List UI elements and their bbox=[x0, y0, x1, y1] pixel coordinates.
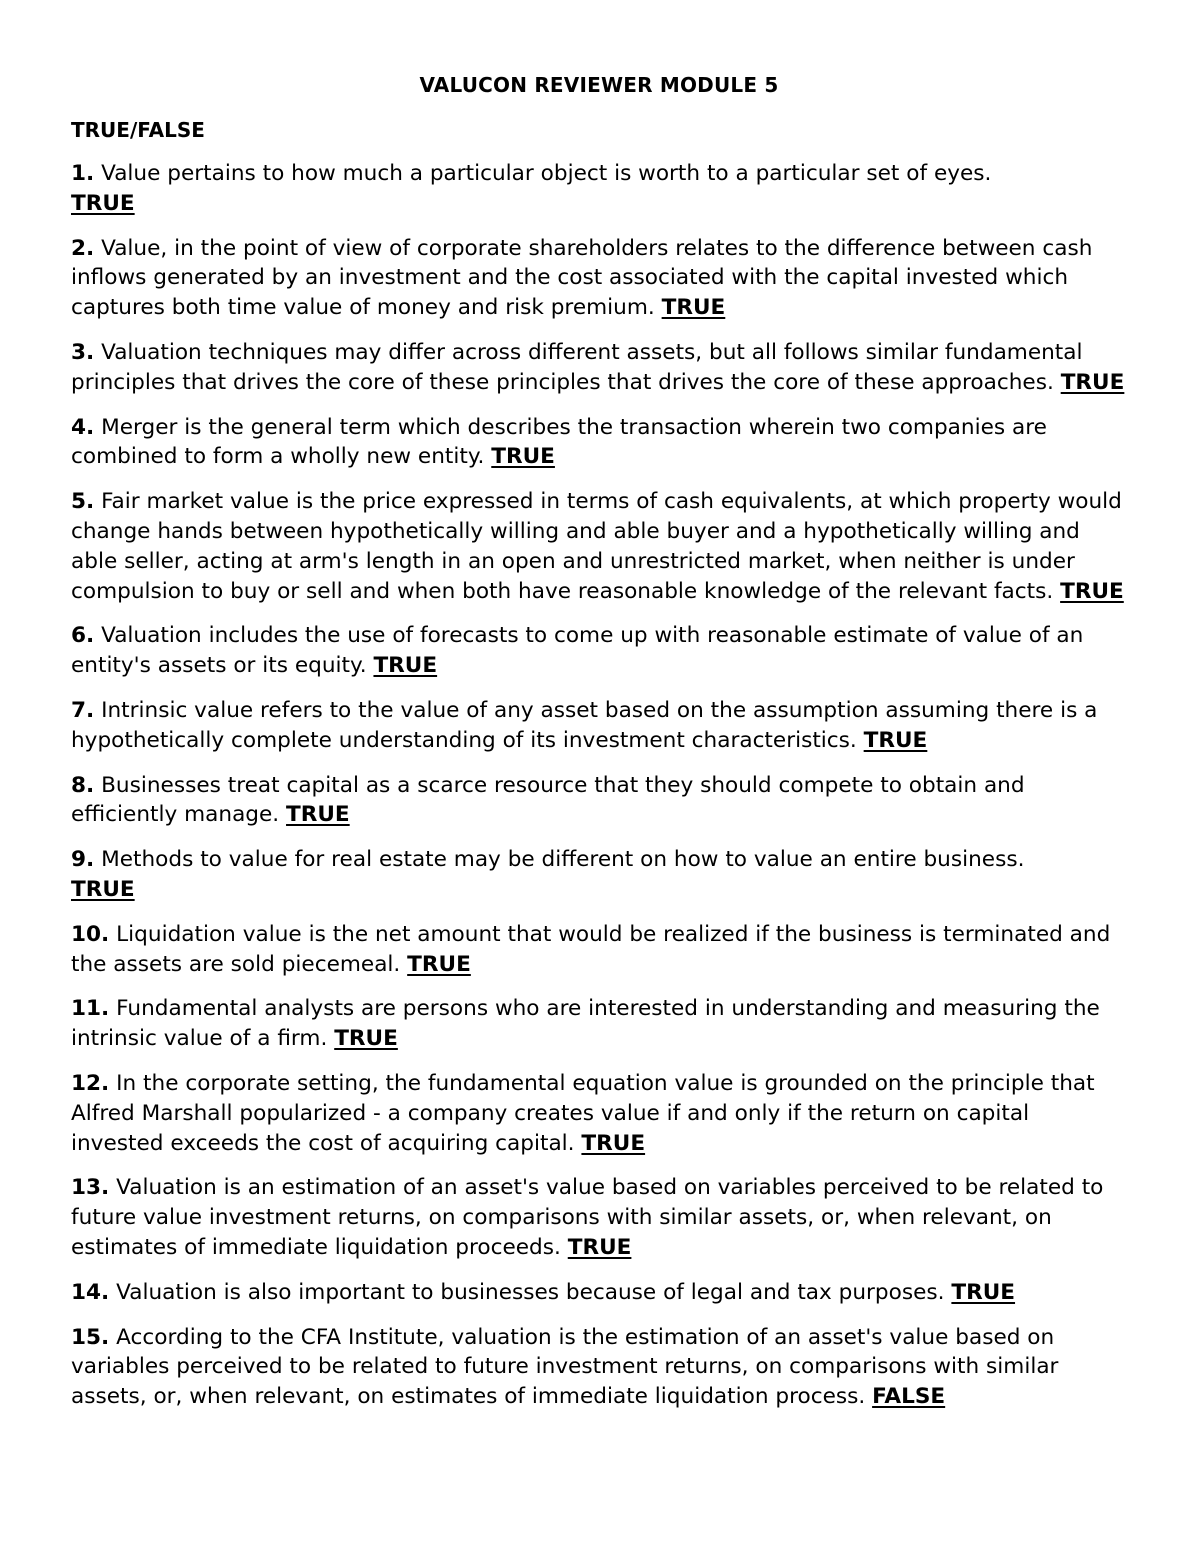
question-list bbox=[71, 159, 1127, 1412]
question-number: 6. bbox=[71, 623, 95, 649]
question-number: 2. bbox=[71, 235, 95, 261]
question-answer: TRUE bbox=[71, 876, 135, 902]
question-item bbox=[71, 1323, 1127, 1412]
question-answer: TRUE bbox=[581, 1130, 646, 1156]
question-number: 4. bbox=[71, 414, 95, 440]
question-text: Fair market value is the price expressed in terms of cash equivalents, at which property would change hands between hypothetically willing and able buyer and a hypothetically willing and able seller, acting at arm's length in an open and unrestricted market, when neither is under compulsion to buy or sell and when both have reasonable knowledge of the relevant facts. bbox=[71, 489, 1122, 604]
question-text: Businesses treat capital as a scarce resource that they should compete to obtain and efficiently manage. bbox=[71, 772, 1025, 828]
section-heading: TRUE/FALSE bbox=[71, 118, 205, 142]
question-text: Liquidation value is the net amount that would be realized if the business is terminated and the assets are sold piecemeal. bbox=[71, 921, 1111, 977]
question-text: Value pertains to how much a particular object is worth to a particular set of eyes. bbox=[101, 161, 992, 186]
question-number: 11. bbox=[71, 996, 110, 1022]
question-text: Merger is the general term which describes the transaction wherein two companies are combined to form a wholly new entity. bbox=[71, 414, 1047, 470]
question-answer: TRUE bbox=[863, 727, 928, 753]
question-text: Value, in the point of view of corporate shareholders relates to the difference between cash inflows generated by an investment and the cost associated with the capital invested which captures both time value of money and risk premium. bbox=[71, 235, 1093, 321]
question-item bbox=[71, 621, 1127, 681]
question-item bbox=[71, 771, 1127, 831]
question-number: 8. bbox=[71, 772, 95, 798]
question-number: 3. bbox=[71, 339, 95, 365]
question-item bbox=[71, 1173, 1127, 1262]
question-text: Valuation is an estimation of an asset's value based on variables perceived to be related to future value investment returns, on comparisons with similar assets, or, when relevant, on estimates of immediate liquidation proceeds. bbox=[71, 1175, 1104, 1260]
question-text: Valuation is also important to businesses because of legal and tax purposes. bbox=[116, 1279, 945, 1305]
question-item bbox=[71, 920, 1127, 980]
question-item bbox=[71, 487, 1127, 606]
question-text: Intrinsic value refers to the value of any asset based on the assumption assuming there is a hypothetically complete understanding of its investment characteristics. bbox=[71, 697, 1098, 753]
question-text: Methods to value for real estate may be different on how to value an entire business. bbox=[101, 847, 1025, 873]
question-answer: TRUE bbox=[286, 802, 350, 828]
question-item bbox=[71, 338, 1127, 398]
question-item bbox=[71, 696, 1127, 756]
question-number: 9. bbox=[71, 847, 95, 873]
question-answer: TRUE bbox=[71, 190, 135, 216]
question-text: Fundamental analysts are persons who are interested in understanding and measuring the intrinsic value of a firm. bbox=[71, 996, 1100, 1052]
question-item bbox=[71, 413, 1127, 473]
question-answer: FALSE bbox=[872, 1384, 946, 1410]
document-page bbox=[71, 70, 1127, 1427]
question-number: 5. bbox=[71, 489, 95, 515]
document-title: VALUCON REVIEWER MODULE 5 bbox=[419, 73, 779, 97]
question-item bbox=[71, 845, 1127, 905]
question-number: 13. bbox=[71, 1175, 110, 1201]
question-number: 14. bbox=[71, 1279, 110, 1305]
question-number: 7. bbox=[71, 697, 95, 723]
question-answer: TRUE bbox=[373, 653, 438, 679]
question-answer: TRUE bbox=[1060, 369, 1125, 395]
question-number: 12. bbox=[71, 1070, 110, 1096]
question-answer: TRUE bbox=[491, 444, 555, 470]
question-answer: TRUE bbox=[567, 1234, 632, 1260]
question-answer: TRUE bbox=[1060, 578, 1124, 604]
question-number: 15. bbox=[71, 1324, 110, 1350]
question-number: 1. bbox=[71, 161, 95, 186]
question-item bbox=[71, 234, 1127, 323]
question-number: 10. bbox=[71, 921, 110, 947]
question-text: In the corporate setting, the fundamental equation value is grounded on the principle that Alfred Marshall popularized - a company creates value if and only if the return on capital invested exceeds the cost of acquiring capital. bbox=[71, 1070, 1095, 1156]
question-text: According to the CFA Institute, valuation is the estimation of an asset's value based on variables perceived to be related to future investment returns, on comparisons with similar assets, or, when relevant, on estimates of immediate liquidation process. bbox=[71, 1324, 1059, 1410]
question-item bbox=[71, 159, 1127, 219]
question-item bbox=[71, 1069, 1127, 1158]
question-answer: TRUE bbox=[407, 951, 471, 977]
question-answer: TRUE bbox=[334, 1026, 398, 1052]
question-text: Valuation techniques may differ across different assets, but all follows similar fundamental principles that drives the core of these principles that drives the core of these approaches. bbox=[71, 339, 1083, 395]
question-answer: TRUE bbox=[661, 295, 726, 321]
question-item bbox=[71, 994, 1127, 1054]
question-item bbox=[71, 1278, 1127, 1308]
question-text: Valuation includes the use of forecasts to come up with reasonable estimate of value of an entity's assets or its equity. bbox=[71, 623, 1084, 679]
question-answer: TRUE bbox=[951, 1279, 1016, 1305]
